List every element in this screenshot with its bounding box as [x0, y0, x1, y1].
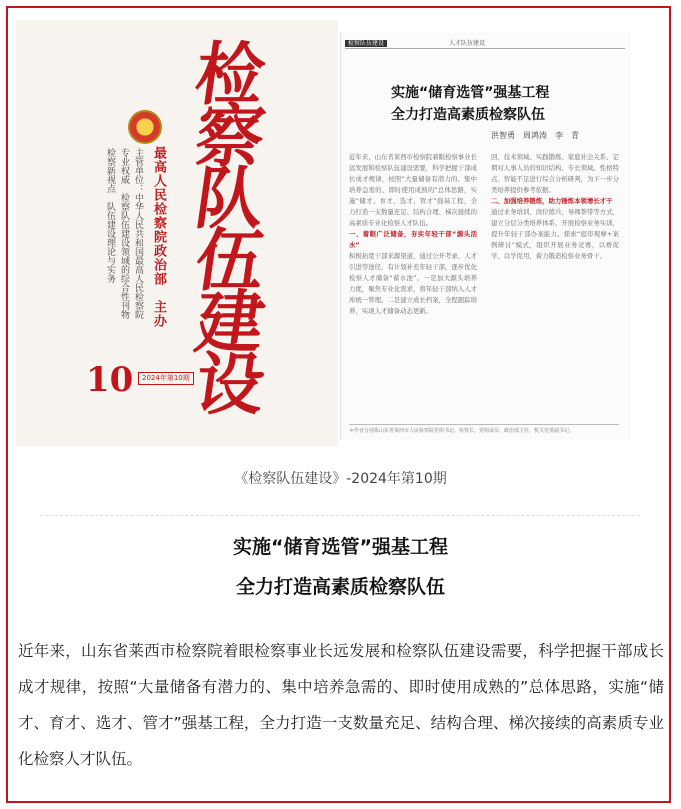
cover-calligraphy-char: 建 [190, 283, 270, 363]
article-title-line1: 实施“储育选管”强基工程 [233, 536, 448, 558]
cover-calligraphy-char: 伍 [190, 221, 270, 301]
cover-calligraphy-char: 察 [190, 97, 270, 177]
cover-side-text: 专业权威 检察队伍建设领域的综合性刊物 [119, 148, 129, 319]
article-title-line2: 全力打造高素质检察队伍 [235, 576, 445, 598]
divider [40, 515, 640, 516]
page-title-line2: 全力打造高素质检察队伍 [391, 107, 545, 123]
article-paragraph: 近年来，山东省莱西市检察院着眼检察事业长远发展和检察队伍建设需要，科学把握干部成长成才规律，按照“大量储备有潜力的、集中培养急需的、即时使用成熟的”总体思路，实施“储才、育才、选才、管才”强基工程，全力打造一支数量充足、结构合理、梯次接续的高素质专业化检察人才队伍。 [18, 642, 664, 768]
page-header-right: 人才队伍建设 [448, 40, 485, 47]
cover-publisher: 最高人民检察院政治部 主办 [151, 146, 166, 328]
cover-side-text: 检察新视点 队伍建设理论与实务 [105, 148, 115, 283]
page-section-heading: 一、着眼广泛储备，夯实年轻干部“源头活水” [349, 230, 477, 249]
page-column-left [349, 152, 477, 426]
magazine-inner-page-image [340, 32, 631, 440]
magazine-cover-image [16, 20, 338, 446]
page-footnote: ＊作者分别系山东省莱西市人民检察院党组书记、检察长，党组成员、政治部主任，机关党委副书记。 [349, 424, 619, 434]
cover-calligraphy-title [170, 35, 290, 425]
page-header-left: 检察队伍建设 [345, 40, 387, 47]
page-authors: 洪智勇 周鸿涛 李 青 [491, 131, 579, 140]
page-paragraph: 回、技术领域、实践锻炼、家庭社会关系、定期对人事人员的知识结构、专长领域、性格特点、智能不足进行综合分析研判，为下一步分类培养提供参考依据。 [491, 153, 619, 194]
cover-calligraphy-char: 设 [190, 345, 270, 425]
page-paragraph: 积极拓宽干部来源渠道，通过公开考录、人才引进等途径，有计划补充年轻干部，逐步优化检察人才储备“蓄水池”。一是加大源头培养力度，聚焦专业化需求，将年轻干部纳入人才库统一管理。二是建立成长档案，全程跟踪培养，实现人才储备动态更新。 [349, 252, 477, 315]
cover-calligraphy-char: 队 [190, 159, 270, 239]
image-caption: 《检察队伍建设》-2024年第10期 [234, 471, 447, 487]
cover-issue-label: 2024年第10期 [138, 372, 194, 385]
cover-side-text: 主管单位：中华人民共和国最高人民检察院 [133, 148, 143, 319]
page-header [345, 38, 625, 49]
page-section-heading: 二、加强培养锻炼，助力锤炼本领增长才干 [491, 197, 613, 205]
procuratorate-emblem-icon [128, 110, 162, 144]
page-paragraph: 通过业务培训、岗位练兵、导师帮带等方式，建立分层分类培养体系，开展检察业务实训，提升年轻干部办案能力。探索“庭审观摩+案例研讨”模式，组织开展业务竞赛，以赛促学、以学促用，着力锻造检察业务骨干。 [491, 208, 619, 260]
cover-issue-number: 10 [86, 360, 134, 400]
cover-calligraphy-char: 检 [190, 35, 270, 115]
page-title-line1: 实施“储育选管”强基工程 [391, 85, 550, 101]
page-paragraph: 近年来，山东省莱西市检察院着眼检察事业长远发展和检察队伍建设需要，科学把握干部成长成才规律，按照“大量储备有潜力的、集中培养急需的、即时使用成熟的”总体思路，实施“储才、育才、选才、管才”强基工程，全力打造一支数量充足、结构合理、梯次接续的高素质专业化检察人才队伍。 [349, 153, 477, 227]
page-column-right [491, 152, 619, 426]
